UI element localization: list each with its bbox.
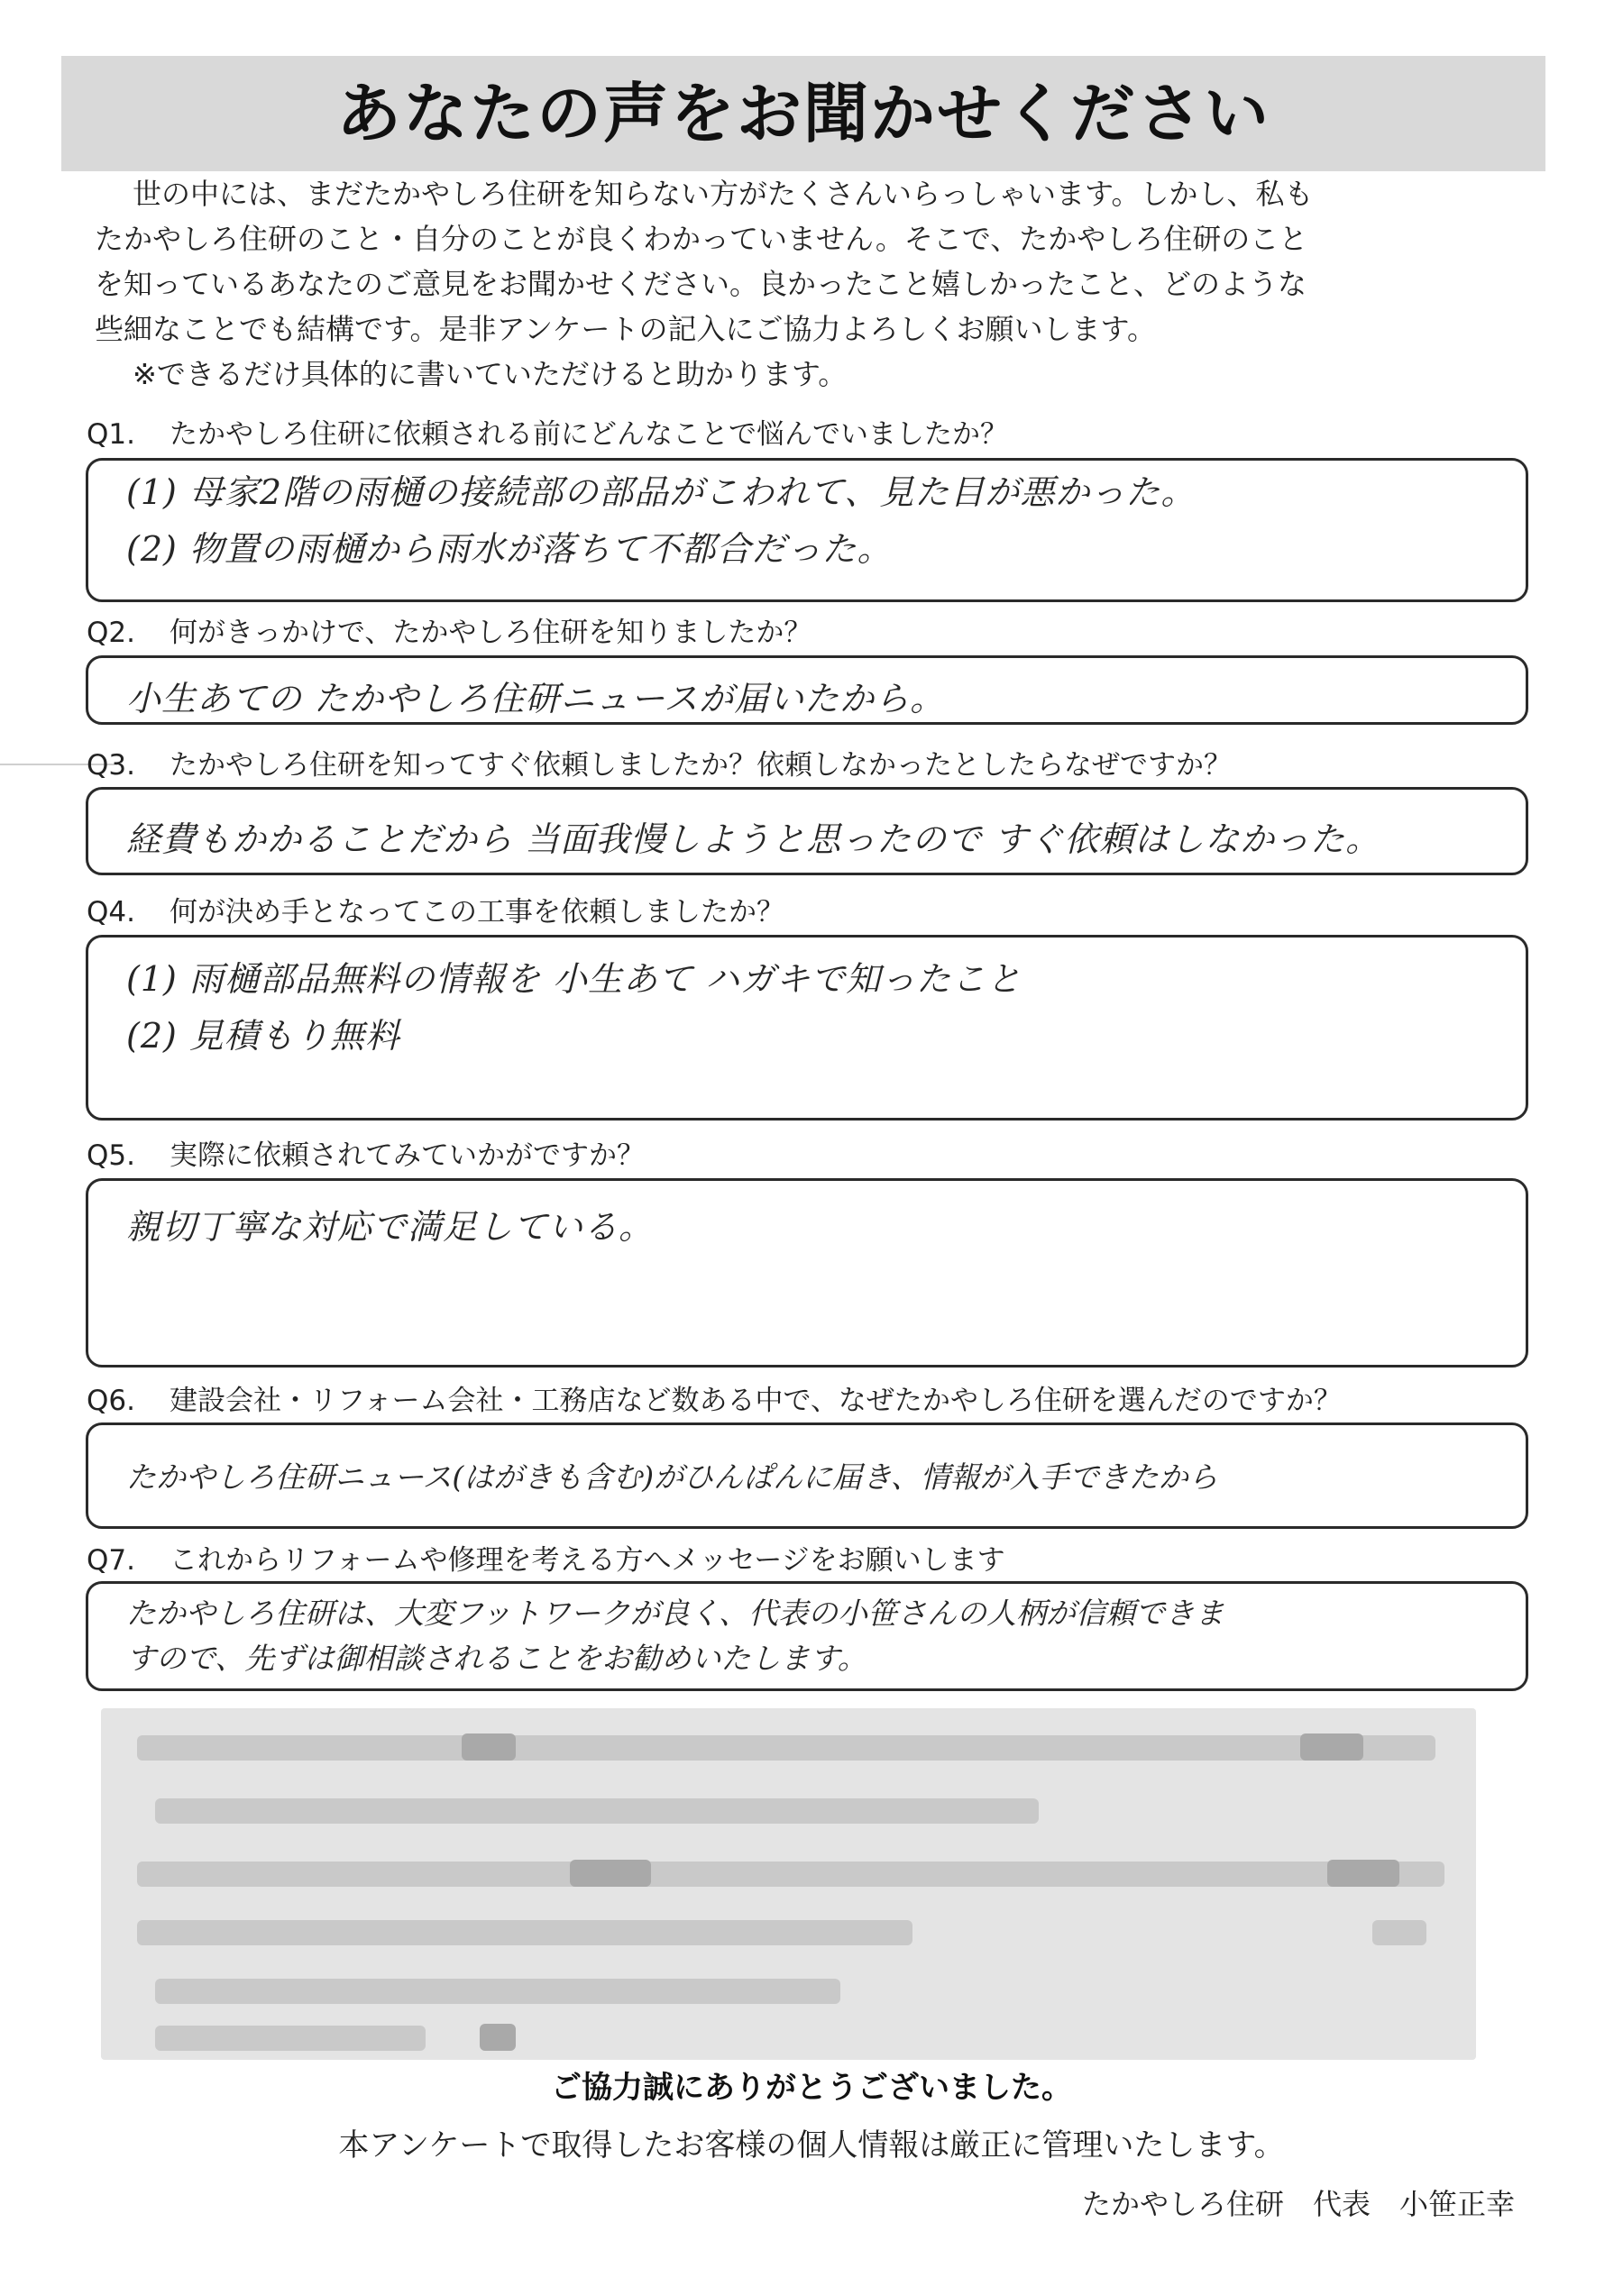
redacted-row — [155, 2026, 426, 2051]
intro-text — [95, 171, 1555, 397]
question-4-text: 何が決め手となってこの工事を依頼しましたか？ — [170, 896, 784, 928]
question-1-number: Q1. — [87, 418, 135, 451]
company-signature: たかやしろ住研 代表 小笹正幸 — [1081, 2187, 1515, 2221]
question-3-number: Q3. — [87, 749, 135, 782]
privacy-notice: 本アンケートで取得したお客様の個人情報は厳正に管理いたします。 — [338, 2127, 1285, 2163]
question-5-label — [87, 1138, 645, 1174]
redacted-row — [155, 1979, 840, 2004]
answer-4-line-2: (2) 見積もり無料 — [126, 1016, 400, 1056]
question-5-number: Q5. — [87, 1139, 135, 1172]
intro-line-2: たかやしろ住研のこと・自分のことが良くわかっていません。そこで、たかやしろ住研のこと — [95, 222, 1308, 256]
intro-line-3: を知っているあなたのご意見をお聞かせください。良かったこと嬉しかったこと、どのような — [95, 267, 1307, 301]
question-2-number: Q2. — [87, 617, 135, 649]
answer-1-line-2: (2) 物置の雨樋から雨水が落ちて不都合だった。 — [126, 529, 893, 569]
answer-1-line-1: (1) 母家2階の雨樋の接続部の部品がこわれて、見た目が悪かった。 — [126, 472, 1197, 512]
question-6-number: Q6. — [87, 1385, 135, 1417]
answer-6-line-1: たかやしろ住研ニュース(はがきも含む)がひんぱんに届き、情報が入手できたから — [126, 1459, 1218, 1495]
question-3-text: たかやしろ住研を知ってすぐ依頼しましたか？依頼しなかったとしたらなぜですか？ — [170, 749, 1232, 782]
answer-7-line-1: たかやしろ住研は、大変フットワークが良く、代表の小笹さんの人柄が信頼できま — [126, 1596, 1225, 1631]
page-title: あなたの声をお聞かせください — [335, 76, 1270, 151]
redacted-mark — [570, 1860, 651, 1887]
intro-line-1: 世の中には、まだたかやしろ住研を知らない方がたくさんいらっしゃいます。しかし、私も — [133, 177, 1314, 211]
redacted-row — [137, 1920, 912, 1945]
question-4-label — [87, 894, 784, 930]
redacted-mark — [1300, 1733, 1363, 1761]
question-7-text: これからリフォームや修理を考える方へメッセージをお願いします — [170, 1544, 1005, 1577]
redacted-mark — [480, 2024, 516, 2051]
question-6-label — [87, 1383, 1342, 1419]
answer-2-line-1: 小生あての たかやしろ住研ニュースが届いたから。 — [126, 679, 946, 718]
redacted-personal-info — [101, 1708, 1476, 2060]
redacted-row — [1372, 1920, 1426, 1945]
question-2-label — [87, 615, 812, 651]
redacted-row — [137, 1861, 1444, 1887]
question-5-text: 実際に依頼されてみていかがですか？ — [170, 1139, 645, 1172]
question-1-label — [87, 416, 1008, 453]
answer-4-line-1: (1) 雨樋部品無料の情報を 小生あて ハガキで知ったこと — [126, 959, 1022, 999]
thanks-message: ご協力誠にありがとうございました。 — [551, 2070, 1072, 2106]
answer-3-line-1: 経費もかかることだから 当面我慢しようと思ったので すぐ依頼はしなかった。 — [126, 819, 1381, 859]
question-2-text: 何がきっかけで、たかやしろ住研を知りましたか？ — [170, 617, 812, 649]
question-6-text: 建設会社・リフォーム会社・工務店など数ある中で、なぜたかやしろ住研を選んだのですか？ — [170, 1385, 1342, 1417]
question-7-number: Q7. — [87, 1544, 135, 1577]
intro-line-4: 些細なことでも結構です。是非アンケートの記入にご協力よろしくお願いします。 — [95, 312, 1156, 346]
question-1-text: たかやしろ住研に依頼される前にどんなことで悩んでいましたか？ — [170, 418, 1008, 451]
intro-note: ※できるだけ具体的に書いていただけると助かります。 — [133, 357, 848, 391]
answer-7-line-2: すので、先ずは御相談されることをお勧めいたします。 — [126, 1641, 867, 1676]
redacted-row — [137, 1735, 1435, 1761]
redacted-mark — [1327, 1860, 1399, 1887]
redacted-row — [155, 1798, 1039, 1824]
question-3-label — [87, 747, 1232, 783]
redacted-mark — [462, 1733, 516, 1761]
answer-5-line-1: 親切丁寧な対応で満足している。 — [126, 1207, 655, 1247]
question-7-label — [87, 1542, 1005, 1578]
question-4-number: Q4. — [87, 896, 135, 928]
